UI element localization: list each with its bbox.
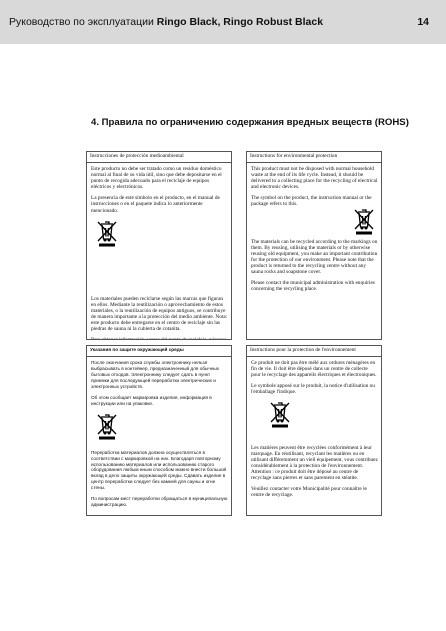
box-english-title: Instructions for environmental protection [247,152,381,163]
box-french [246,345,382,516]
manual-title-model: Ringo Black, Ringo Robust Black [156,16,324,28]
box-russian-title: Указания по защите окружающей среды [87,346,231,357]
box-spanish [86,151,232,340]
box-french-p2: Le symbole apposé sur le produit, la notice d'utilisation ou l'emballage l'indique. [251,383,375,396]
box-russian-p3: Переработка материалов должна осуществляться в соответствии с маркировкой на них. Благодаря повторному использованию материалов или использованию старого оборудования любым иным способом можно внести большой вклад в дело защиты окружающей среды. Сдавать изделие в центр переработки следует без камней для сауны и огне стены. [91,449,227,491]
page-header [0,0,446,44]
weee-bin-icon [353,207,378,237]
section-title: 4. Правила по ограничению содержания вредных веществ (ROHS) [91,117,409,128]
box-french-title: Instructions pour la protection de l'environnement [247,346,381,357]
box-english-p1: This product must not be disposed with normal household waste at the end of its life cycle. Instead, it should be delivered to a collecting place for the recycling of electrical and electronic devices. [251,166,378,191]
box-french-p3: Les matières peuvent être recyclées conformément à leur marquage. En réutilisant, recyclant les matières ou en utilisant différemment un vieil équipement, vous contribuez considérablement à la protection de l'environnement. Attention : ce produit doit être déposé au centre de recyclage sans pierres et sans parement en stéatite. [251,444,378,482]
box-russian-p2: Об этом сообщает маркировка изделия, информация в инструкции или на упаковке. [91,394,212,406]
weee-bin-icon [96,412,228,442]
box-french-p1: Ce produit ne doit pas être mélé aux ordures ménagères en fin de vie. Il doit être déposé dans un centre de collecte pour le recyclage des appareils électriques et électroniques. [251,360,377,379]
box-russian [86,345,232,516]
box-spanish-p4 [91,337,228,340]
box-spanish-p1: Este producto no debe ser tratado como un residuo doméstico normal al final de su vida útil, sino que debe depositarse en el punto de recogida adecuado para el reciclaje de equipos eléctricos y electrónicos. [91,166,222,191]
box-english-p2: The symbol on the product, the instruction manual or the package refers to this. [251,195,372,208]
page-number: 14 [417,16,429,28]
box-spanish-p2: La presencia de este símbolo en el producto, en el manual de instrucciones o en el paquete indica lo anteriormente mencionado. [91,195,220,214]
box-french-p4: Veuillez contacter votre Municipalité pour connaître le centre de recyclage. [251,486,367,499]
box-english-p4: Please contact the municipal administration with enquiries concerning the recycling place. [251,280,375,293]
weee-bin-icon [269,400,378,430]
manual-title-prefix: Руководство по эксплуатации [9,16,157,28]
manual-title [9,16,323,28]
box-spanish-title: Instrucciones de protección medioambiental [87,152,231,163]
box-spanish-p3: Los materiales pueden reciclarse según las marcas que figuran en ellos. Mediante la reutilización o aprovechamiento de estos materiales, o la reutilización de equipos antiguos, se contribuye de manera importante a la protección del medio ambiente. Nota: este producto debe entregarse en el centro de reciclaje sin las piedras de sauna ni la cubierta de cotanita. [91,295,228,333]
box-english [246,151,382,340]
box-russian-p4: По вопросам мест переработки обращаться в муниципальную администрацию. [91,496,228,508]
box-russian-p1: После окончания срока службы электроннику нельзя выбрасывать в контейнер, предназначенный для обычных бытовых отходов. Электроннику следует сдать в пункт приемки для последующей переработки электрических и электронных устройств. [91,360,220,389]
box-english-p3: The materials can be recycled according to the markings on them. By reusing, utilising the materials or by otherwise reusing old equipment, you make an important contribution for the protection of our environment. Please note that the product is returned to the recycling centre without any sauna rocks and soapstone cover. [251,238,378,276]
weee-bin-icon [96,219,228,249]
